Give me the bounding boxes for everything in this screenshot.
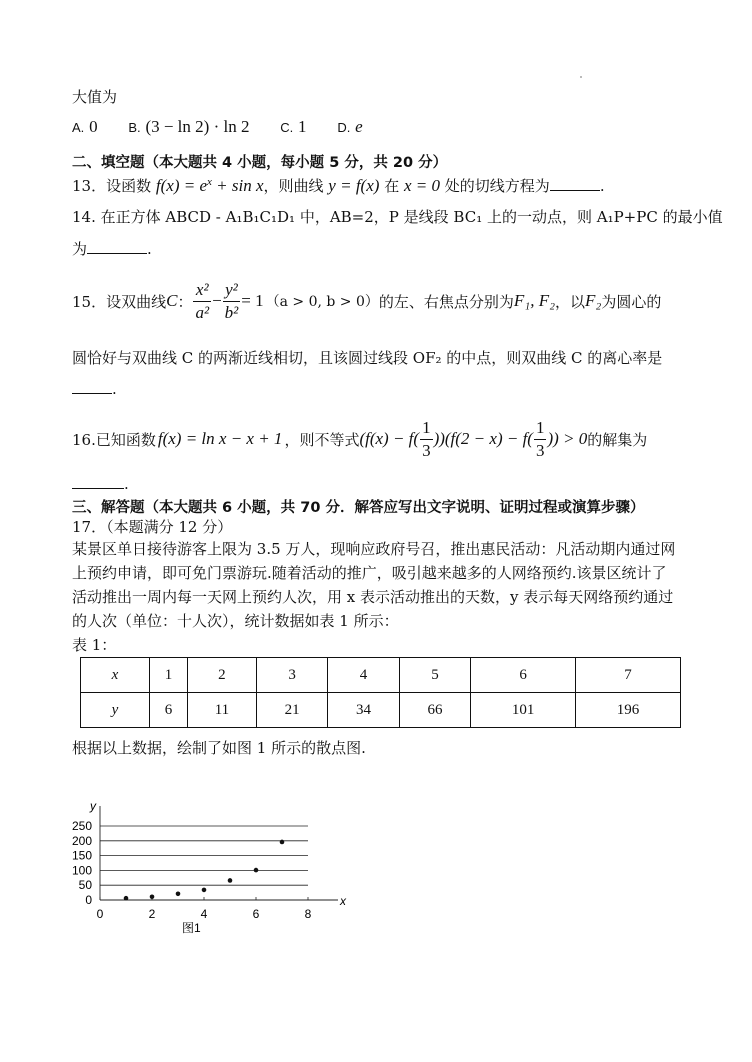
- q15-c: C: [166, 291, 178, 310]
- table-cell: 7: [576, 658, 681, 693]
- y-tick-label: 150: [71, 848, 92, 863]
- option-a-value: 0: [89, 117, 98, 136]
- q12-options: [72, 117, 363, 137]
- table-caption: 表 1：: [72, 636, 117, 654]
- q15-colon: ：: [177, 292, 193, 311]
- q15-number: 15．设双曲线: [72, 292, 167, 311]
- table-cell: 5: [399, 658, 470, 693]
- y-axis-label: y: [90, 799, 96, 813]
- q16-one-b: 1: [534, 417, 547, 440]
- table-row-y-label: y: [81, 693, 150, 728]
- q14-line1: 14. 在正方体 ABCD - A₁B₁C₁D₁ 中，AB=2，P 是线段 BC₁ 上的一动点，则 A₁P+PC 的最小值: [72, 208, 723, 226]
- q16-answer-blank[interactable]: [72, 474, 124, 489]
- q15-minus: −: [212, 291, 222, 310]
- q14-line2: [72, 238, 152, 259]
- table-row-x-label: x: [81, 658, 150, 693]
- option-a-label: A.: [72, 120, 85, 135]
- q16-end: .: [124, 475, 129, 493]
- q13-text-3: 在: [384, 177, 400, 195]
- data-point: [228, 878, 233, 883]
- q13-number: 13．: [72, 177, 107, 195]
- q16-frac-1: [420, 417, 433, 462]
- q12-tail: 大值为: [72, 88, 118, 106]
- q14-end: .: [147, 240, 152, 258]
- x-tick-label: 2: [148, 907, 156, 921]
- q16-ineq-2: ))(f(2 − x) − f(: [433, 429, 533, 448]
- after-table-text: 根据以上数据，绘制了如图 1 所示的散点图.: [72, 739, 366, 757]
- y-tick-label: 0: [85, 893, 92, 907]
- q16-text-1: 16.已知函数: [72, 430, 156, 449]
- option-c-value: 1: [298, 117, 307, 136]
- q15-foci: F₁, F₂: [513, 291, 556, 310]
- q15-line1: [72, 276, 661, 326]
- table-cell: 21: [256, 693, 327, 728]
- data-point: [280, 840, 285, 845]
- q15-answer-blank[interactable]: [72, 379, 112, 394]
- chart-axes: [100, 806, 338, 900]
- y-tick-label: 200: [71, 833, 92, 848]
- table-cell: 196: [576, 693, 681, 728]
- table-row-x: [81, 658, 681, 693]
- x-axis-label: x: [340, 894, 346, 908]
- q13-answer-blank[interactable]: [550, 176, 600, 191]
- q15-x2: x²: [193, 279, 211, 302]
- table-row-y: [81, 693, 681, 728]
- q14-answer-blank[interactable]: [87, 239, 147, 254]
- q15-eq: = 1: [241, 291, 264, 310]
- y-tick-label: 100: [71, 863, 92, 878]
- q15-cond: （a > 0, b > 0）: [265, 294, 379, 310]
- q15-text-1: 的左、右焦点分别为: [378, 292, 514, 311]
- table-cell: 3: [256, 658, 327, 693]
- data-point: [150, 894, 155, 899]
- table-cell: 4: [328, 658, 399, 693]
- q13-text-1: 设函数: [106, 177, 152, 195]
- data-point: [254, 868, 259, 873]
- data-point: [176, 891, 181, 896]
- q16-text-3: 的解集为: [587, 430, 648, 449]
- q16-three: 3: [422, 440, 431, 460]
- q17-paragraph-1: 某景区单日接待游客上限为 3.5 万人，现响应政府号召，推出惠民活动：凡活动期内通过网: [72, 540, 676, 558]
- q13-end: .: [599, 177, 605, 195]
- q15-text-2: ，以: [555, 292, 586, 311]
- table-cell: 66: [399, 693, 470, 728]
- x-tick-label: 6: [252, 907, 260, 921]
- q16-func: f(x) = ln x − x + 1: [157, 429, 283, 448]
- scan-speck: [580, 76, 582, 78]
- q16-ineq-3: )) > 0: [547, 429, 588, 448]
- q16-three-b: 3: [535, 440, 545, 460]
- option-d-value: e: [355, 117, 363, 136]
- x-tick-label: 8: [304, 907, 312, 921]
- section3-heading: 三、解答题（本大题共 6 小题，共 70 分．解答应写出文字说明、证明过程或演算步骤）: [72, 500, 645, 516]
- q15-end: .: [112, 380, 117, 398]
- option-b-value: (3 − ln 2) · ln 2: [145, 117, 250, 136]
- q15-y2: y²: [223, 279, 241, 302]
- q17-paragraph-4: 的人次（单位：十人次），统计数据如表 1 所示：: [72, 612, 399, 630]
- data-point: [124, 896, 129, 901]
- table-cell: 6: [471, 658, 576, 693]
- q16-line1: [72, 414, 647, 464]
- option-d-label: D.: [337, 120, 351, 135]
- data-point: [202, 888, 207, 893]
- q16-text-2: ，则不等式: [284, 430, 360, 449]
- chart-caption: 图1: [182, 921, 201, 935]
- q14-line2-start: 为: [72, 240, 88, 258]
- chart-gridlines: [100, 826, 308, 885]
- table-cell: 34: [328, 693, 399, 728]
- q16-ineq-1: (f(x) − f(: [359, 429, 420, 448]
- q15-line2: 圆恰好与双曲线 C 的两渐近线相切，且该圆过线段 OF₂ 的中点，则双曲线 C 的离心率是: [72, 349, 663, 367]
- section2-heading: 二、填空题（本大题共 4 小题，每小题 5 分，共 20 分）: [72, 155, 448, 171]
- y-tick-label: 50: [78, 878, 92, 893]
- option-b-label: B.: [128, 120, 141, 135]
- q17-title: 17．（本题满分 12 分）: [72, 518, 233, 536]
- q13-text-4: 处的切线方程为: [444, 177, 550, 195]
- q15-frac-y: [223, 279, 241, 324]
- option-c-label: C.: [280, 120, 294, 135]
- q13-func: f(x) = e: [155, 176, 207, 195]
- q15-a2: a²: [195, 302, 210, 322]
- q13: [72, 175, 605, 196]
- q15-f2: F₂: [585, 291, 602, 310]
- q15-frac-x: [193, 279, 211, 324]
- table-cell: 101: [471, 693, 576, 728]
- data-table: [80, 657, 681, 728]
- q13-curve: y = f(x): [328, 176, 380, 195]
- q16-line2: [72, 474, 129, 493]
- q17-paragraph-2: 上预约申请，即可免门票游玩.随着活动的推广，吸引越来越多的人网络预约.该景区统计了: [72, 564, 667, 582]
- table-cell: 2: [187, 658, 256, 693]
- table-cell: 6: [150, 693, 188, 728]
- q16-frac-2: [534, 417, 547, 462]
- q15-line3: [72, 379, 117, 398]
- q13-func-2: + sin x: [211, 176, 264, 195]
- q15-b2: b²: [224, 302, 239, 322]
- table-cell: 11: [187, 693, 256, 728]
- q15-text-3: 为圆心的: [601, 292, 662, 311]
- y-tick-label: 250: [71, 819, 92, 833]
- q16-one: 1: [420, 417, 433, 440]
- x-tick-label: 4: [200, 907, 208, 921]
- x-tick-label: 0: [96, 907, 104, 921]
- table-cell: 1: [150, 658, 188, 693]
- q13-point: x = 0: [403, 176, 441, 195]
- q17-paragraph-3: 活动推出一周内每一天网上预约人次，用 x 表示活动推出的天数，y 表示每天网络预约通过: [72, 588, 674, 606]
- q13-sup: x: [207, 176, 212, 188]
- scatter-chart: [60, 765, 360, 935]
- q13-text-2: ，则曲线: [263, 177, 324, 195]
